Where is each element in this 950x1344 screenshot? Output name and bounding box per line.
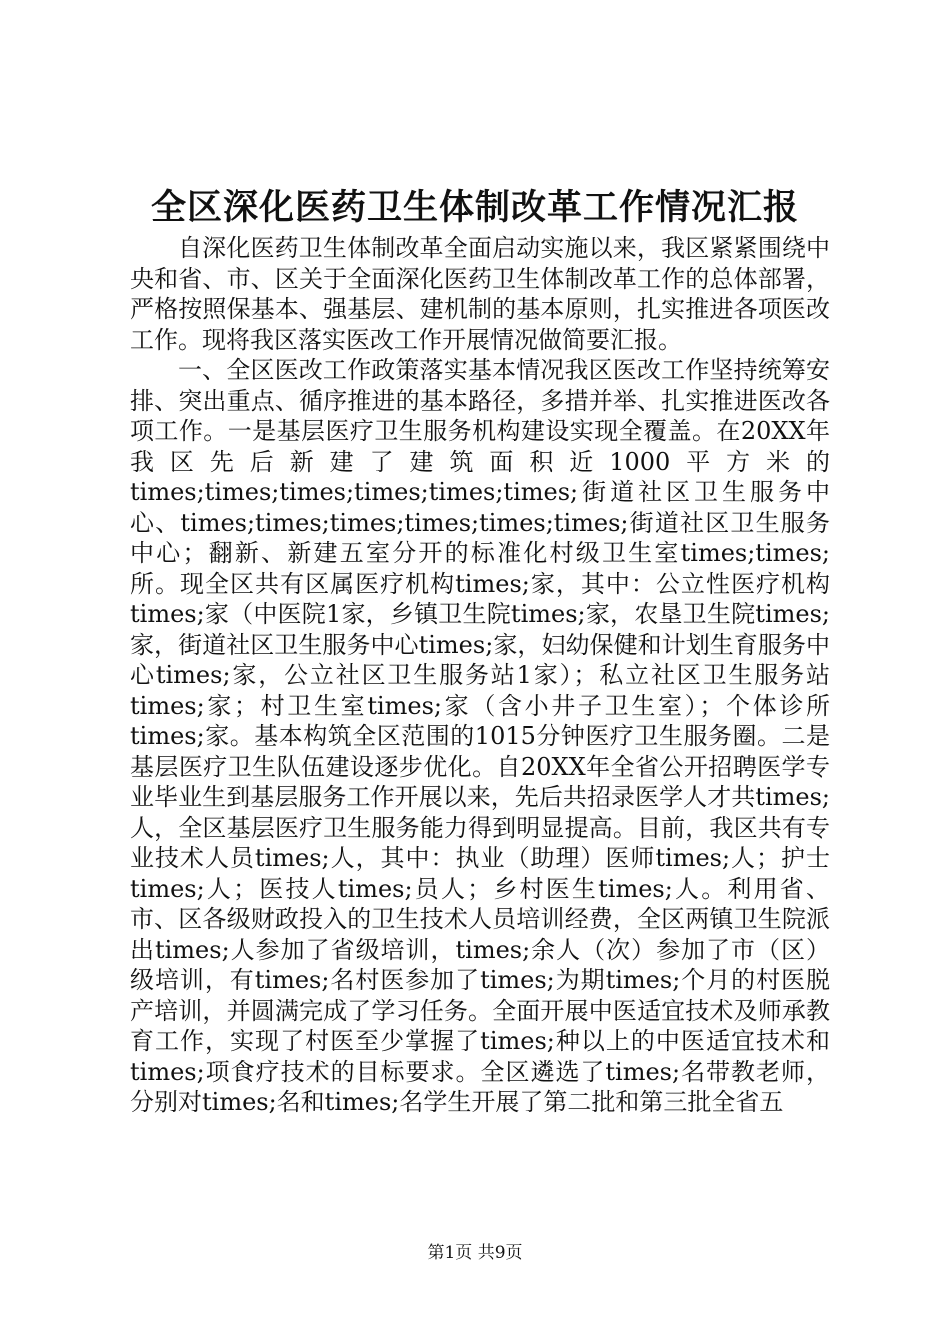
- document-body: [130, 233, 830, 1118]
- intro-paragraph: 自深化医药卫生体制改革全面启动实施以来，我区紧紧围绕中央和省、市、区关于全面深化医药卫生体制改革工作的总体部署，严格按照保基本、强基层、建机制的基本原则，扎实推进各项医改工作。现将我区落实医改工作开展情况做简要汇报。: [130, 234, 830, 354]
- section-one-paragraph: 一、全区医改工作政策落实基本情况我区医改工作坚持统筹安排、突出重点、循序推进的基本路径，多措并举、扎实推进医改各项工作。一是基层医疗卫生服务机构建设实现全覆盖。在20XX年我区先后新建了建筑面积近1000平方米的times;times;times;times;times;times;街道社区卫生服务中心、times;times;times;times;times;times;街道社区卫生服务中心；翻新、新建五室分开的标准化村级卫生室times;times;所。现全区共有区属医疗机构times;家，其中：公立性医疗机构times;家（中医院1家，乡镇卫生院times;家，农垦卫生院times;家，街道社区卫生服务中心times;家，妇幼保健和计划生育服务中心times;家，公立社区卫生服务站1家）；私立社区卫生服务站times;家；村卫生室times;家（含小井子卫生室）；个体诊所times;家。基本构筑全区范围的1015分钟医疗卫生服务圈。二是基层医疗卫生队伍建设逐步优化。自20XX年全省公开招聘医学专业毕业生到基层服务工作开展以来，先后共招录医学人才共times;人，全区基层医疗卫生服务能力得到明显提高。目前，我区共有专业技术人员times;人，其中：执业（助理）医师times;人；护士times;人；医技人times;员人；乡村医生times;人。利用省、市、区各级财政投入的卫生技术人员培训经费，全区两镇卫生院派出times;人参加了省级培训，times;余人（次）参加了市（区）级培训，有times;名村医参加了times;为期times;个月的村医脱产培训，并圆满完成了学习任务。全面开展中医适宜技术及师承教育工作，实现了村医至少掌握了times;种以上的中医适宜技术和times;项食疗技术的目标要求。全区遴选了times;名带教老师，分别对times;名和times;名学生开展了第二批和第三批全省五: [130, 356, 830, 1116]
- page-number-footer: 第1页 共9页: [427, 1243, 523, 1263]
- document-title: 全区深化医药卫生体制改革工作情况汇报: [150, 187, 799, 228]
